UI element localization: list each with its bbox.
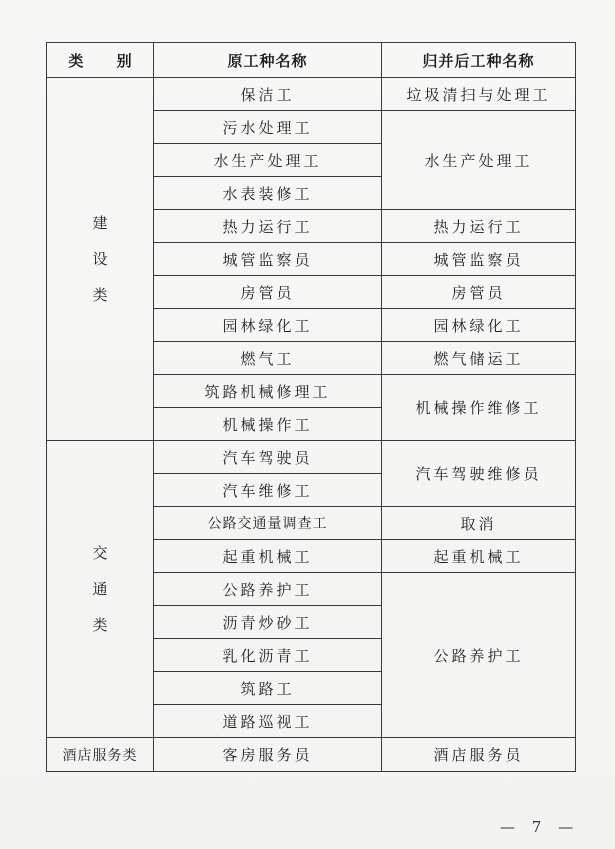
original-job: 起重机械工: [154, 540, 382, 573]
original-job: 污水处理工: [154, 111, 382, 144]
merged-job: 垃圾清扫与处理工: [382, 78, 576, 111]
merged-job: 汽车驾驶维修员: [382, 441, 576, 507]
original-job: 园林绿化工: [154, 309, 382, 342]
merged-job: 机械操作维修工: [382, 375, 576, 441]
job-merge-table: [46, 42, 576, 772]
header-merged-name: 归并后工种名称: [382, 43, 576, 78]
original-job: 汽车驾驶员: [154, 441, 382, 474]
merged-job: 园林绿化工: [382, 309, 576, 342]
original-job: 水表装修工: [154, 177, 382, 210]
original-job: 保洁工: [154, 78, 382, 111]
category-cell-transport: [47, 441, 154, 738]
original-job: 客房服务员: [154, 738, 382, 772]
table-row: [47, 78, 576, 111]
merged-job: 酒店服务员: [382, 738, 576, 772]
merged-job: 起重机械工: [382, 540, 576, 573]
original-job: 公路养护工: [154, 573, 382, 606]
merged-job: 水生产处理工: [382, 111, 576, 210]
original-job: 乳化沥青工: [154, 639, 382, 672]
table-header-row: [47, 43, 576, 78]
header-category: 类 别: [47, 43, 154, 78]
original-job: 筑路机械修理工: [154, 375, 382, 408]
merged-job: 取消: [382, 507, 576, 540]
original-job: 燃气工: [154, 342, 382, 375]
merged-job: 燃气储运工: [382, 342, 576, 375]
merged-job: 房管员: [382, 276, 576, 309]
original-job: 沥青炒砂工: [154, 606, 382, 639]
merged-job: 城管监察员: [382, 243, 576, 276]
original-job: 公路交通量调查工: [154, 507, 382, 540]
original-job: 道路巡视工: [154, 705, 382, 738]
original-job: 水生产处理工: [154, 144, 382, 177]
original-job: 机械操作工: [154, 408, 382, 441]
merged-job: 公路养护工: [382, 573, 576, 738]
original-job: 汽车维修工: [154, 474, 382, 507]
page-number: — 7 —: [500, 818, 580, 836]
category-cell-construction: [47, 78, 154, 441]
merged-job: 热力运行工: [382, 210, 576, 243]
category-label: 建设类: [92, 214, 108, 304]
category-cell-hotel: 酒店服务类: [47, 738, 154, 772]
table-row: [47, 738, 576, 772]
original-job: 房管员: [154, 276, 382, 309]
header-original-name: 原工种名称: [154, 43, 382, 78]
original-job: 筑路工: [154, 672, 382, 705]
original-job: 城管监察员: [154, 243, 382, 276]
category-label: 交通类: [92, 544, 108, 634]
table-row: [47, 441, 576, 474]
original-job: 热力运行工: [154, 210, 382, 243]
